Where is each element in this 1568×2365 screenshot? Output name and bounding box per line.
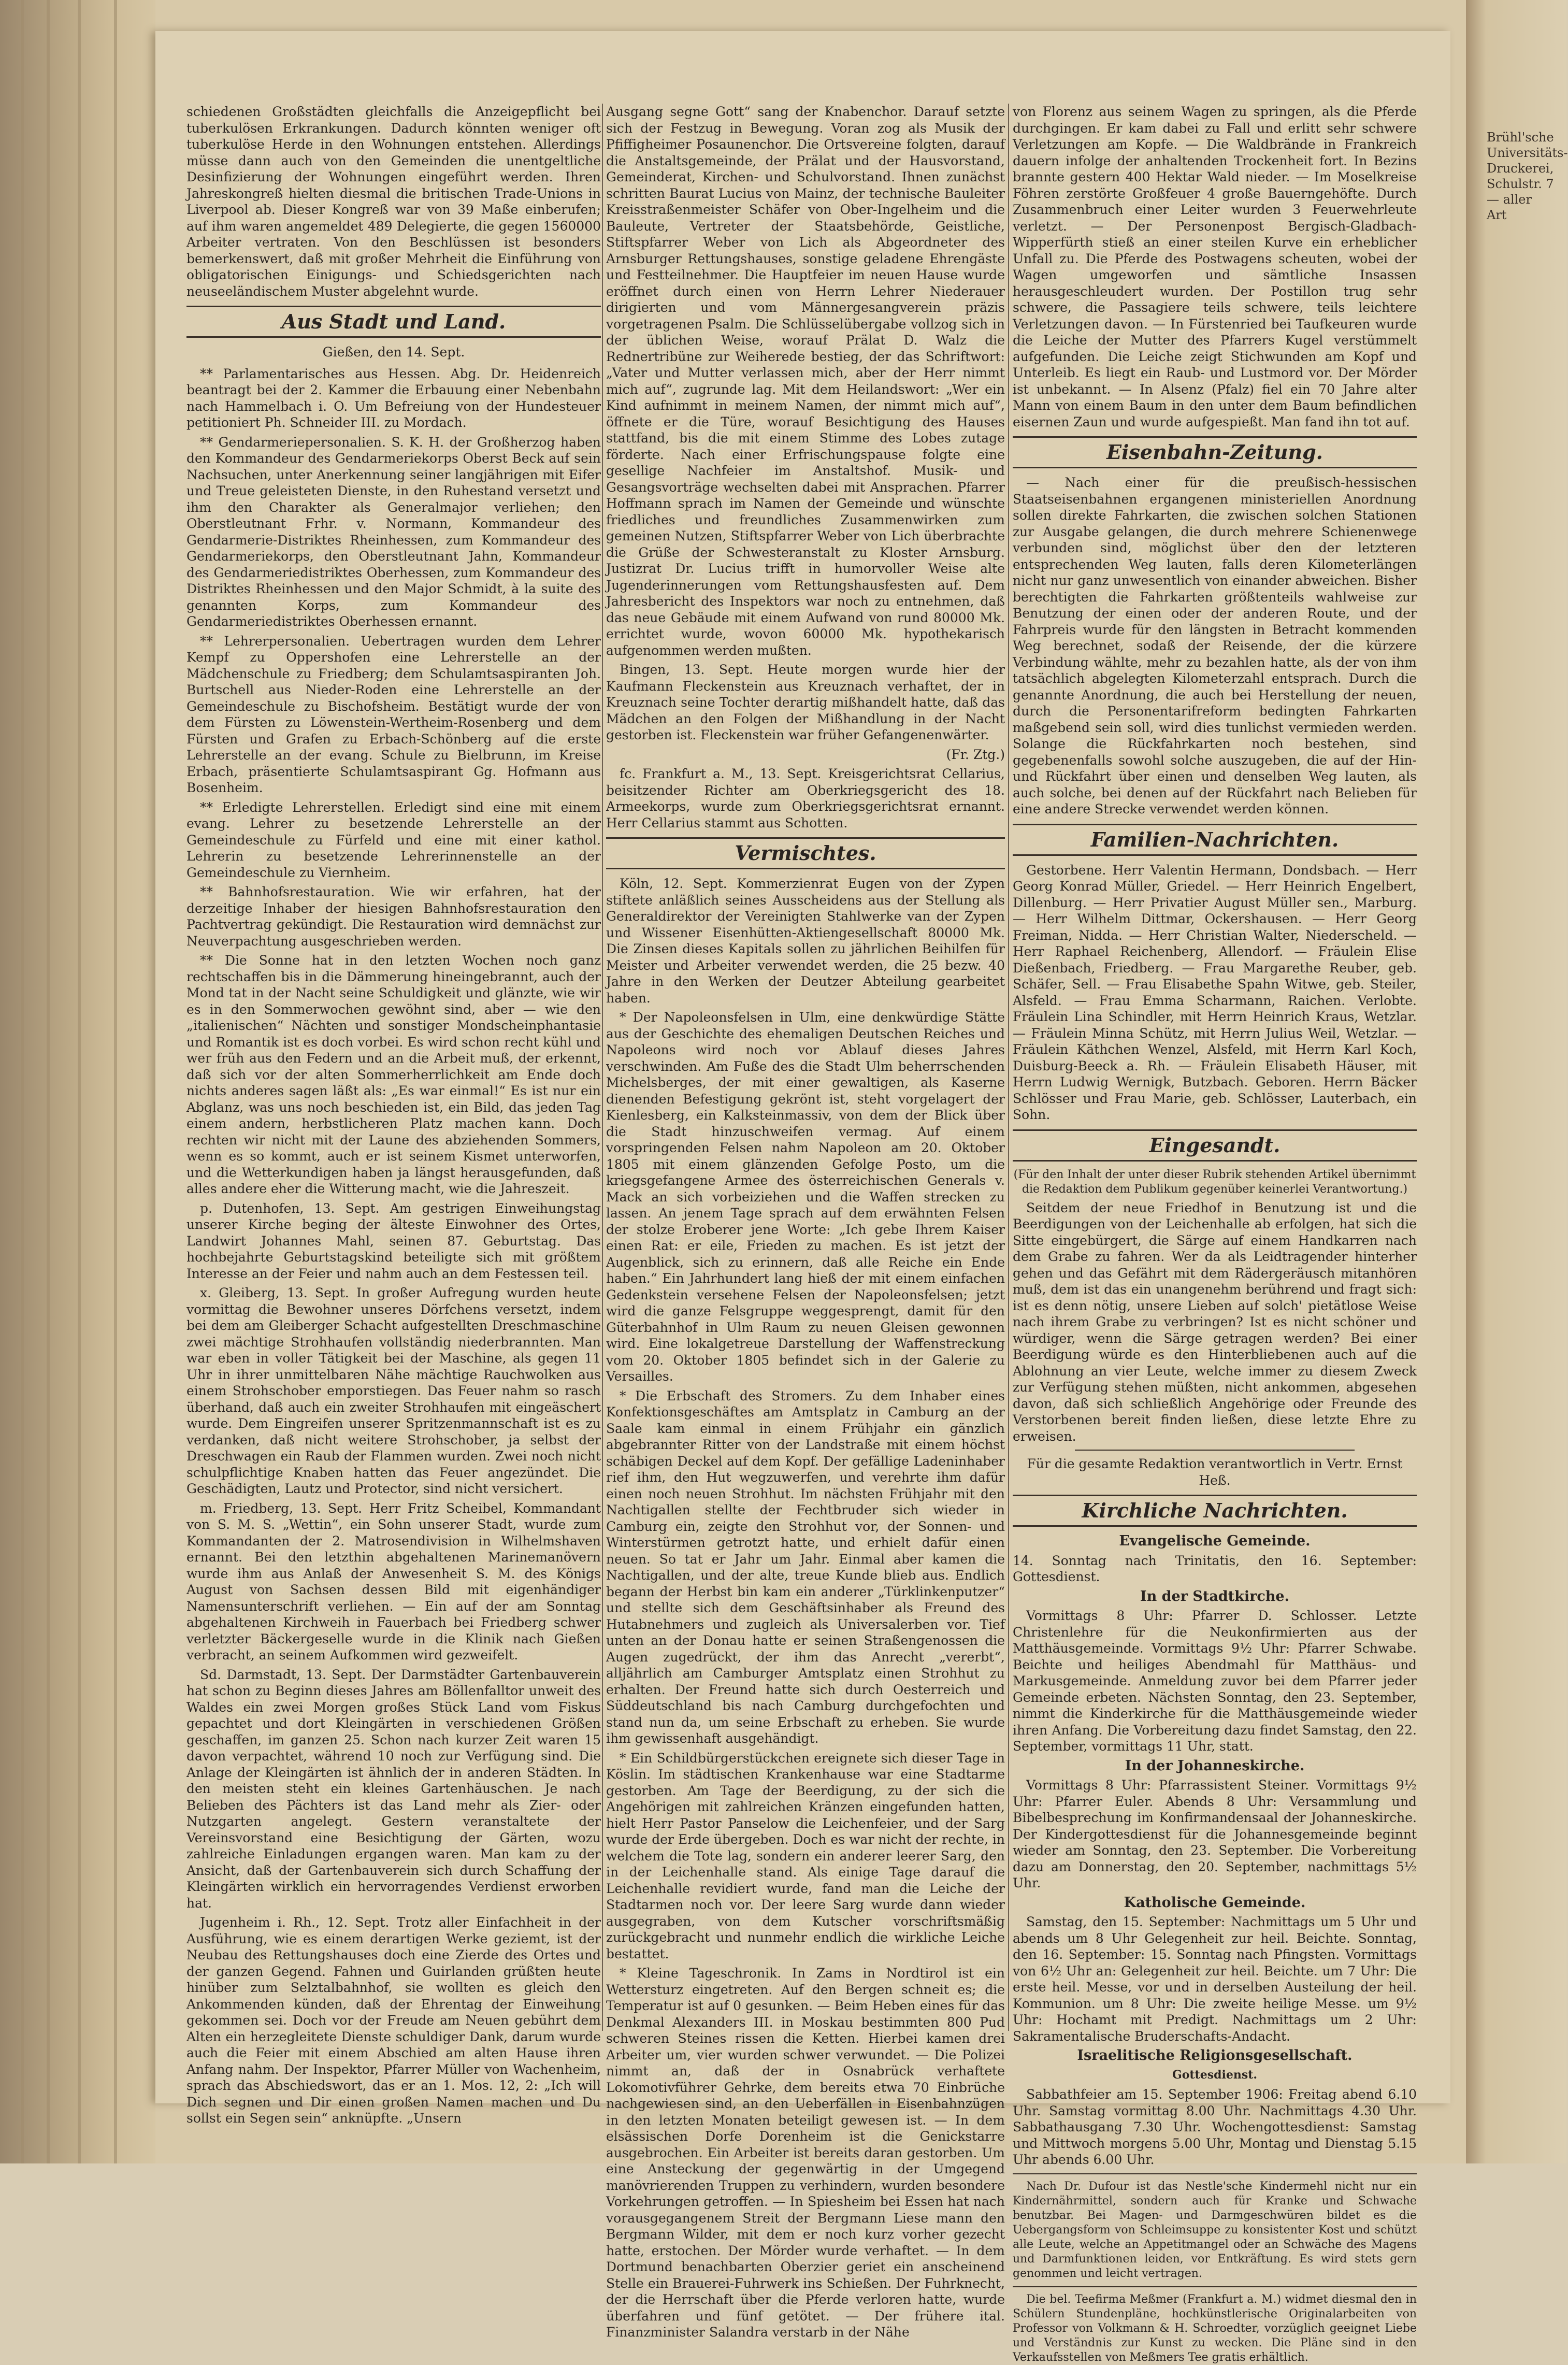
section-heading: Aus Stadt und Land.: [186, 306, 601, 338]
responsibility-line: Für die gesamte Redaktion verantwortlich in Vertr. Ernst Heß.: [1027, 1456, 1403, 1488]
article-paragraph: ** Bahnhofsrestauration. Wie wir erfahren, hat der derzeitige Inhaber der hiesigen Bahnhofsrestauration den Pachtvertrag gekündigt. Die Restauration wird demnächst zur Neuverpachtung ausgeschrieben werden.: [186, 884, 601, 949]
column-3: [1013, 104, 1417, 2364]
subheading: Evangelische Gemeinde.: [1119, 1533, 1311, 1549]
dateline: Gießen, den 14. Sept.: [322, 345, 465, 360]
article-paragraph: * Ein Schildbürgerstückchen ereignete sich dieser Tage in Köslin. Im städtischen Krankenhause war eine Stadtarme gestorben. Am Tage der Beerdigung, zu der sich die Angehörigen mit zahlreichen Kränzen eingefunden hatten, hielt Herr Pastor Panselow die Leichenfeier, und der Sarg wurde der Erde übergeben. Doch es war nicht der rechte, in welchem die Tote lag, sondern ein anderer leerer Sarg, den in der Leichenhalle stand. Als einige Tage darauf die Leichenhalle revidiert wurde, fand man die Leiche der Stadtarmen noch vor. Der leere Sarg wurde dann wieder ausgegraben, von dem Kutscher vorschriftsmäßig zurückgebracht und nunmehr endlich die wirkliche Leiche bestattet.: [606, 1750, 1005, 1961]
column-rule: [602, 104, 603, 2031]
article-paragraph: ** Erledigte Lehrerstellen. Erledigt sind eine mit einem evang. Lehrer zu besetzende Lehrerstelle an der Gemeindeschule zu Fürfeld und eine mit einer kathol. Lehrerin zu besetzende Lehrerinnenstelle an der Gemeindeschule zu Viernheim.: [186, 799, 601, 880]
section-heading: Kirchliche Nachrichten.: [1013, 1495, 1417, 1527]
article-paragraph: von Florenz aus seinem Wagen zu springen, als die Pferde durchgingen. Er kam dabei zu Fall und erlitt sehr schwere Verletzungen am Kopfe. — Die Waldbrände in Frankreich dauern infolge der anhaltenden Trockenheit fort. In Bezins brannte gestern 400 Hektar Wald nieder. — Im Moselkreise Föhren zerstörte Großfeuer 4 große Bauerngehöfte. Durch Zusammenbruch einer Leiter wurden 3 Feuerwehrleute verletzt. — Der Personenpost Bergisch-Gladbach-Wipperfürth stieß an einer steilen Kurve ein erheblicher Unfall zu. Die Pferde des Postwagens scheuten, wobei der Wagen umgeworfen und sämtliche Insassen herausgeschleudert wurden. Der Postillon trug sehr schwere, die Passagiere teils schwere, teils leichtere Verletzungen davon. — In Fürstenried bei Taufkeuren wurde die Leiche der Mutter des Pfarrers Kugel verstümmelt aufgefunden. Die Leiche zeigt Stichwunden am Kopf und Unterleib. Es liegt ein Raub- und Lustmord vor. Der Mörder ist unbekannt. — In Alsenz (Pfalz) fiel ein 70 Jahre alter Mann von einem Baum in den unter dem Baum befindlichen eisernen Zaun und wurde aufgespießt. Man fand ihn tot auf.: [1013, 104, 1417, 429]
article-paragraph: p. Dutenhofen, 13. Sept. Am gestrigen Einweihungstag unserer Kirche beging der älteste Einwohner des Ortes, Landwirt Johannes Mahl, seinen 87. Geburtstag. Das hochbejahrte Geburtstagskind beteiligte sich mit größtem Interesse an der Feier und nahm auch an dem Festessen teil.: [186, 1200, 601, 1281]
article-paragraph: Samstag, den 15. September: Nachmittags um 5 Uhr und abends um 8 Uhr Gelegenheit zur heil. Beichte. Sonntag, den 16. September: 15. Sonntag nach Pfingsten. Vormittags von 6½ Uhr an: Gelegenheit zur heil. Beichte. um 7 Uhr: Die erste heil. Messe, vor und in derselben Austeilung der heil. Kommunion. um 8 Uhr: Die zweite heilige Messe. um 9½ Uhr: Hochamt mit Predigt. Nachmittags um 2 Uhr: Sakramentalische Bruderschafts-Andacht.: [1013, 1914, 1417, 2044]
section-heading: Eisenbahn-Zeitung.: [1013, 436, 1417, 468]
article-paragraph: Vormittags 8 Uhr: Pfarrer D. Schlosser. Letzte Christenlehre für die Neukonfirmierten aus der Matthäusgemeinde. Vormittags 9½ Uhr: Pfarrer Schwabe. Beichte und heiliges Abendmahl für Matthäus- und Markusgemeinde. Anmeldung zuvor bei dem Pfarrer jeder Gemeinde erbeten. Nächsten Sonntag, den 23. September, nimmt die Kinderkirche für die Matthäusgemeinde wieder ihren Anfang. Die Vorbereitung dazu findet Samstag, den 22. September, vormittags 11 Uhr, statt.: [1013, 1608, 1417, 1754]
page-edge: [114, 0, 117, 2163]
divider: [1013, 2286, 1417, 2287]
article-paragraph: Bingen, 13. Sept. Heute morgen wurde hier der Kaufmann Fleckenstein aus Kreuznach verhaftet, der in Kreuznach seine Tochter derartig mißhandelt hatte, daß das Mädchen an den Folgen der Mißhandlung in der Nacht gestorben ist. Fleckenstein war früher Gefangenenwärter.: [606, 662, 1005, 742]
divider: [1013, 2173, 1417, 2174]
page-edge: [47, 0, 50, 2163]
article-paragraph: Sabbathfeier am 15. September 1906: Freitag abend 6.10 Uhr. Samstag vormittag 8.00 Uhr. Nachmittags 4.30 Uhr. Sabbathausgang 7.30 Uhr. Wochengottesdienst: Samstag und Mittwoch morgens 5.00 Uhr, Montag und Dienstag 5.15 Uhr abends 6.00 Uhr.: [1013, 2087, 1417, 2167]
disclaimer: (Für den Inhalt der unter dieser Rubrik stehenden Artikel übernimmt die Redaktion dem Publikum gegenüber keinerlei Verantwortung.): [1013, 1168, 1416, 1196]
article-paragraph: fc. Frankfurt a. M., 13. Sept. Kreisgerichtsrat Cellarius, beisitzender Richter am Oberkriegsgericht des 18. Armeekorps, wurde zum Oberkriegsgerichtsrat ernannt. Herr Cellarius stammt aus Schotten.: [606, 766, 1005, 830]
subheading: In der Johanneskirche.: [1125, 1757, 1305, 1774]
article-paragraph: * Die Erbschaft des Stromers. Zu dem Inhaber eines Konfektionsgeschäftes am Amtsplatz in Camburg an der Saale kam einmal in einem Frühjahr ein gänzlich abgebrannter Ritter von der Landstraße mit einem höchst schäbigen Deckel auf dem Kopf. Der gefällige Ladeninhaber rief ihm, den Hut wegzuwerfen, und verehrte ihm dafür einen noch neuen Strohhut. Im nächsten Frühjahr mit den Nachtigallen stellte der Fechtbruder sich wieder in Camburg ein, zeigte den Strohhut vor, der Sonnen- und Winterstürmen getrotzt hatte, und erhielt dafür einen neuen. So tat er Jahr um Jahr. Einmal aber kamen die Nachtigallen, und der alte, treue Kunde blieb aus. Endlich begann der Herbst bin kam ein anderer „Türklinkenputzer“ und stellte sich dem Geschäftsinhaber als Freund des Hutabnehmers und zugleich als Universalerben vor. Tief unten an der Donau hatte er seinen Straßengenossen die Augen zugedrückt, der ihm das Anrecht „vererbt“, alljährlich am Camburger Amtsplatz einen Strohhut zu erhalten. Der Freund hatte sich durch Oesterreich und Süddeutschland bis nach Camburg durchgefochten und stand nun da, um seine Erbschaft zu erheben. Sie wurde ihm gewissenhaft ausgehändigt.: [606, 1388, 1005, 1746]
divider: [1075, 1450, 1355, 1451]
article-paragraph: 14. Sonntag nach Trinitatis, den 16. September: Gottesdienst.: [1013, 1553, 1417, 1584]
article-paragraph: Köln, 12. Sept. Kommerzienrat Eugen von der Zypen stiftete anläßlich seines Ausscheidens aus der Stellung als Generaldirektor der Vereinigten Stahlwerke van der Zypen und Wissener Eisenhütten-Aktiengesellschaft 80000 Mk. Die Zinsen dieses Kapitals sollen zu jährlichen Beihilfen für Meister und Arbeiter verwendet werden, die 25 bezw. 40 Jahre in den Werken der Deutzer Abteilung gearbeitet haben.: [606, 876, 1005, 1006]
column-1: [186, 104, 601, 2126]
section-heading: Eingesandt.: [1013, 1129, 1417, 1162]
article-paragraph: schiedenen Großstädten gleichfalls die Anzeigepflicht bei tuberkulösen Erkrankungen. Dadurch könnten weniger oft tuberkulöse Herde in den Wohnungen entstehen. Allerdings müsse dann auch von den Gemeinden die unentgeltliche Desinfizierung der Wohnungen eingeführt werden. Ihren Jahreskongreß hielten diesmal die britischen Trade-Unions in Liverpool ab. Dieser Kongreß war von 39 Maße einberufen; auf ihm waren angemeldet 489 Delegierte, die gegen 1560000 Arbeiter vertraten. Von den Beschlüssen ist besonders bemerkenswert, daß mit großer Mehrheit die Einführung von obligatorischen Einigungs- und Schiedsgerichten nach neuseeländischem Muster abgelehnt wurde.: [186, 104, 601, 299]
article-paragraph: ** Lehrerpersonalien. Uebertragen wurden dem Lehrer Kempf zu Oppershofen eine Lehrerstelle an der Mädchenschule zu Friedberg; dem Schulamtsaspiranten Joh. Burtschell aus Nieder-Roden eine Lehrerstelle an der Gemeindeschule zu Bischofsheim. Bestätigt wurde der von dem Fürsten zu Löwenstein-Wertheim-Rosenberg und dem Fürsten und Grafen zu Erbach-Schönberg auf die erste Lehrerstelle an der evang. Schule zu Bielbrunn, im Kreise Erbach, präsentierte Schulamtsaspirant Gg. Hofmann aus Bosenheim.: [186, 633, 601, 795]
advertisement: Nach Dr. Dufour ist das Nestle'sche Kindermehl nicht nur ein Kindernährmittel, sondern auch für Kranke und Schwache benutzbar. Bei Magen- und Darmgeschwüren bildet es die Uebergangsform von Schleimsuppe zu konsistenter Kost und schützt alle Leute, welche an Appetitmangel oder an Schwäche des Magens und Darmfunktionen leiden, vor Entkräftung. Es wird stets gern genommen und leicht vertragen.: [1013, 2180, 1417, 2280]
source-note: (Fr. Ztg.): [946, 747, 1005, 762]
article-paragraph: Sd. Darmstadt, 13. Sept. Der Darmstädter Gartenbauverein hat schon zu Beginn dieses Jahres am Böllenfalltor unweit des Waldes ein zwei Morgen großes Stück Land vom Fiskus gepachtet und dort Kleingärten in verschiedenen Größen geschaffen, im ganzen 25. Schon nach kurzer Zeit waren 15 davon verpachtet, während 10 noch zur Verfügung sind. Die Anlage der Kleingärten ist ähnlich der in anderen Städten. In den meisten steht ein kleines Gartenhäuschen. Je nach Belieben des Pächters ist das Land mehr als Zier- oder Nutzgarten angelegt. Gestern veranstaltete der Vereinsvorstand eine Besichtigung der Gärten, wozu zahlreiche Einladungen ergangen waren. Man kam zu der Ansicht, daß der Gartenbauverein sich durch Schaffung der Kleingärten wirklich ein hervorragendes Verdienst erworben hat.: [186, 1667, 601, 1911]
article-paragraph: Seitdem der neue Friedhof in Benutzung ist und die Beerdigungen von der Leichenhalle ab erfolgen, hat sich die Sitte eingebürgert, die Särge auf einem Handkarren nach dem Grabe zu fahren. Wer da als Leidtragender hinterher gehen und das Gefährt mit dem Rädergeräusch mitanhören muß, dem ist das ein unangenehm berührend und fragt sich: ist es denn nötig, unsere Lieben auf solch' pietätlose Weise nach ihrem Grabe zu verbringen? Ist es nicht schöner und würdiger, wenn die Särge getragen werden? Bei einer Beerdigung würde es den Hinterbliebenen auch auf die Ablohnung an vier Leute, welche immer zu diesem Zweck zur Verfügung stehen müßten, nicht ankommen, abgesehen davon, daß sich schließlich Angehörige oder Freunde des Verstorbenen bereit finden ließen, diese letzte Ehre zu erweisen.: [1013, 1200, 1417, 1444]
advertisement: Die bel. Teefirma Meßmer (Frankfurt a. M.) widmet diesmal den in Schülern Stundenpläne, hochkünstlerische Originalarbeiten von Professor von Volkmann & H. Schroedter, vorzüglich geeignet Liebe und Verständnis zur Kunst zu wecken. Die Pläne sind in den Verkaufsstellen von Meßmers Tee gratis erhältlich.: [1013, 2292, 1417, 2364]
article-paragraph: Vormittags 8 Uhr: Pfarrassistent Steiner. Vormittags 9½ Uhr: Pfarrer Euler. Abends 8 Uhr: Versammlung und Bibelbesprechung im Konfirmandensaal der Johanneskirche. Der Kindergottesdienst für die Johannesgemeinde beginnt wieder am Sonntag, den 23. September. Die Vorbereitung dazu am Donnerstag, den 20. September, nachmittags 5½ Uhr.: [1013, 1778, 1417, 1890]
article-paragraph: ** Die Sonne hat in den letzten Wochen noch ganz rechtschaffen bis in die Dämmerung hineingebrannt, auch der Mond tat in der Nacht seine Schuldigkeit und glänzte, wie wir es in den Sommerwochen gewöhnt sind, aber — wie den „italienischen“ Nächten und sonstiger Mondscheinphantasie und Romantik ist es doch vorbei. Es wird schon recht kühl und wer früh aus den Federn und an die Arbeit muß, der erkennt, daß sich vor der alten Sommerherrlichkeit am Ende doch nichts anderes sagen läßt als: „Es war einmal!“ Es ist nur ein Abglanz, was uns noch beschieden ist, ein Bild, das jeden Tag einem andern, herbstlicheren Platz machen kann. Doch rechten wir nicht mit der Laune des abziehenden Sommers, wenn es so kommt, auch er ist seinem Kismet unterworfen, und die Wetterkundigen haben ja längst herausgefunden, daß alles andere eher die Witterung macht, wie die Jahreszeit.: [186, 953, 601, 1196]
article-paragraph: — Nach einer für die preußisch-hessischen Staatseisenbahnen ergangenen ministeriellen Anordnung sollen direkte Fahrkarten, die zwischen solchen Stationen zur Ausgabe gelangen, die durch mehrere Schienenwege verbunden sind, möglichst über den der letzteren entsprechenden Weg lauten, falls deren Kilometerlängen nicht nur ganz unwesentlich von einander abweichen. Bisher berechtigten die Fahrkarten größtenteils wahlweise zur Benutzung der einen oder der anderen Route, und der Fahrpreis wurde für den längsten in Betracht kommenden Weg berechnet, sodaß der Reisende, der die kürzere Verbindung wählte, mehr zu bezahlen hatte, als der von ihm tatsächlich abgelegten Kilometerzahl entsprach. Durch die genannte Anordnung, die auch bei Herstellung der neuen, durch die Personentarifreform bedingten Fahrkarten maßgebend sein soll, wird dies tunlichst vermieden werden. Solange die Rückfahrkarten noch bestehen, sind gegebenenfalls sowohl solche auszugeben, die auf der Hin- und Rückfahrt über einen und denselben Weg lauten, als auch solche, bei denen auf der Rückfahrt nach Belieben für eine andere Strecke verwendet werden können.: [1013, 475, 1417, 816]
page-edge: [78, 0, 81, 2163]
article-paragraph: ** Gendarmeriepersonalien. S. K. H. der Großherzog haben den Kommandeur des Gendarmeriekorps Oberst Beck auf sein Nachsuchen, unter Anerkennung seiner langjährigen mit Eifer und Treue geleisteten Dienste, in den Ruhestand versetzt und ihm den Charakter als Generalmajor verliehen; den Oberstleutnant Frhr. v. Normann, Kommandeur des Gendarmerie-Distriktes Rheinhessen, zum Kommandeur des Gendarmeriekorps, den Oberstleutnant Jahn, Kommandeur des Gendarmeriedistriktes Oberhessen, zum Kommandeur des Distriktes Rheinhessen und den Major Schmidt, à la suite des genannten Korps, zum Kommandeur des Gendarmeriedistriktes Oberhessen ernannt.: [186, 434, 601, 629]
article-paragraph: m. Friedberg, 13. Sept. Herr Fritz Scheibel, Kommandant von S. M. S. „Wettin“, ein Sohn unserer Stadt, wurde zum Kommandanten der 2. Matrosendivision in Wilhelmshaven ernannt. Bei den letzthin abgehaltenen Marinemanövern wurde ihm aus Anlaß der Anwesenheit S. M. des Königs August von Sachsen dessen Bild mit eigenhändiger Namensunterschrift verliehen. — Ein auf der am Sonntag abgehaltenen Kirchweih in Fauerbach bei Friedberg schwer verletzter Bäckergeselle wurde in die Klinik nach Gießen verbracht, an seinem Aufkommen wird gezweifelt.: [186, 1500, 601, 1662]
article-paragraph: * Kleine Tageschronik. In Zams in Nordtirol ist ein Wettersturz eingetreten. Auf den Bergen schneit es; die Temperatur ist auf 0 gesunken. — Beim Heben eines für das Denkmal Alexanders III. in Moskau bestimmten 800 Pud schweren Steines rissen die Ketten. Hierbei kamen drei Arbeiter um, vier wurden schwer verwundet. — Die Polizei nimmt an, daß der in Osnabrück verhaftete Lokomotivführer Gehrke, dem bereits etwa 70 Einbrüche nachgewiesen sind, an den Ueberfällen in Eisenbahnzügen in den letzten Monaten beteiligt gewesen ist. — In dem elsässischen Dorfe Dorenheim ist die Genickstarre ausgebrochen. Ein Arbeiter ist bereits daran gestorben. Um eine Ansteckung der gegenwärtig in der Umgegend manövrierenden Truppen zu verhindern, wurden besondere Vorkehrungen getroffen. — In Spiesheim bei Essen hat nach vorausgegangenem Streit der Bergmann Liese mann den Bergmann Wilder, mit dem er noch kurz vorher gezecht hatte, erstochen. Der Mörder wurde verhaftet. — In dem Dortmund benachbarten Oberzier geriet ein anscheinend Stelle ein Brauerei-Fuhrwerk ins Schießen. Der Fuhrknecht, der die Herrschaft über die Pferde verloren hatte, wurde überfahren und fünf getötet. — Der frühere ital. Finanzminister Salandra verstarb in der Nähe: [606, 1966, 1005, 2340]
article-paragraph: x. Gleiberg, 13. Sept. In großer Aufregung wurden heute vormittag die Bewohner unseres Dörfchens versetzt, indem bei dem am Gleiberger Schacht aufgestellten Dreschmaschine zwei mächtige Strohhaufen vollständig niederbrannten. Man war eben in voller Tätigkeit bei der Maschine, als gegen 11 Uhr in ihrer unmittelbaren Nähe mächtige Rauchwolken aus einem Strohschober emporstiegen. Das Feuer nahm so rasch überhand, daß auch ein zweiter Strohhaufen mit eingeäschert wurde. Dem Eingreifen unserer Spritzenmannschaft ist es zu verdanken, daß nicht weitere Strohschober, ja selbst der Dreschwagen ein Raub der Flammen wurden. Zwei noch nicht schulpflichtige Knaben hatten das Feuer angezündet. Die Geschädigten, Lautz und Protector, sind nicht versichert.: [186, 1285, 601, 1496]
subheading: In der Stadtkirche.: [1140, 1588, 1289, 1604]
subheading: Gottesdienst.: [1172, 2068, 1258, 2082]
article-paragraph: Ausgang segne Gott“ sang der Knabenchor. Darauf setzte sich der Festzug in Bewegung. Voran zog als Musik der Pfiffigheimer Posaunenchor. Die Ortsvereine folgten, darauf die Anstaltsgemeinde, der Prälat und der Hausvorstand, Gemeinderat, Kirchen- und Schulvorstand. Ihnen zunächst schritten Baurat Lucius von Mainz, der technische Bauleiter Kreisstraßenmeister Schäfer von Ober-Ingelheim und die Bauleute, Vertreter der Staatsbehörde, Geistliche, Stiftspfarrer Weber von Lich als Abgeordneter des Arnsburger Rettungshauses, sonstige geladene Ehrengäste und Festteilnehmer. Die Hauptfeier im neuen Hause wurde eröffnet durch einen von Herrn Lehrer Niederauer dirigierten und vom Männergesangverein präzis vorgetragenen Psalm. Die Schlüsselübergabe vollzog sich in der üblichen Weise, worauf Prälat D. Walz die Rednertribüne zur Weiherede bestieg, der das Schriftwort: „Vater und Mutter verlassen mich, aber der Herr nimmt mich auf“, zugrunde lag. Mit dem Heilandswort: „Wer ein Kind aufnimmt in meinem Namen, der nimmt mich auf“, öffnete er die Türe, worauf Besichtigung des Hauses stattfand, bis die mit einem Stimme des Lobes zutage förderte. Nach einer Erfrischungspause folgte eine gesellige Nachfeier im Anstaltshof. Musik- und Gesangsvorträge wechselten dabei mit Ansprachen. Pfarrer Hoffmann sprach im Namen der Gemeinde und wünschte friedliches und freundliches Zusammenwirken zum gemeinen Nutzen, Stiftspfarrer Weber von Lich überbrachte die Grüße der Schwesteranstalt zu Kloster Arnsburg. Justizrat Dr. Lucius trifft in humorvoller Weise alte Jugenderinnerungen vom Rettungshausfesten auf. Dem Jahresbericht des Inspektors war noch zu entnehmen, daß das neue Gebäude mit einem Aufwand von rund 80000 Mk. errichtet wurde, wovon 60000 Mk. hypothekarisch aufgenommen werden mußten.: [606, 104, 1005, 658]
article-paragraph: Jugenheim i. Rh., 12. Sept. Trotz aller Einfachheit in der Ausführung, wie es einem derartigen Werke geziemt, ist der Neubau des Rettungshauses doch eine Zierde des Ortes und der ganzen Gegend. Fahnen und Guirlanden grüßten heute hinüber zum Selztalbahnhof, sie wollten es gleich den Ankommenden künden, daß der Ehrentag der Einweihung gekommen sei. Doch vor der Freude am Neuen gebührt dem Alten ein herzegleitete Dienste schuldiger Dank, darum wurde auch die Feier mit einem Abschied am alten Hause ihren Anfang nahm. Der Inspektor, Pfarrer Müller von Wachenheim, sprach das Abschiedswort, das er an 1. Mos. 12, 2: „Ich will Dich segnen und Dir einen großen Namen machen und Du sollst ein Segen sein“ anknüpfte. „Unsern: [186, 1915, 601, 2126]
article-paragraph: * Der Napoleonsfelsen in Ulm, eine denkwürdige Stätte aus der Geschichte des ehemaligen Deutschen Reiches und Napoleons wird noch vor Ablauf dieses Jahres verschwinden. Am Fuße des die Stadt Ulm beherrschenden Michelsberges, der mit einer gewaltigen, als Kaserne dienenden Befestigung gekrönt ist, steht vorgelagert der Kienlesberg, ein Kalksteinmassiv, von dem der Blick über die Stadt hinzuschweifen vermag. Auf einem vorspringenden Felsen nahm Napoleon am 20. Oktober 1805 mit einem glänzenden Gefolge Posto, um die kriegsgefangene Armee des österreichischen Generals v. Mack an sich vorbeiziehen und die Waffen strecken zu lassen. An jenem Tage sprach auf dem erwähnten Felsen der stolze Eroberer jene Worte: „Ich gebe Ihrem Kaiser einen Rat: er eile, Frieden zu machen. Es ist jetzt der Augenblick, sich zu erinnern, daß alle Reiche ein Ende haben.“ Ein Jahrhundert lang hieß der mit einem einfachen Gedenkstein versehene Felsen der Napoleonsfelsen; jetzt wird die ganze Felsgruppe weggesprengt, damit für den Güterbahnhof in Ulm Raum zu neuen Gleisen gewonnen wird. Eine lokalgetreue Darstellung der Waffenstreckung vom 20. Oktober 1805 befindet sich in der Galerie zu Versailles.: [606, 1010, 1005, 1384]
book-binding: [0, 0, 155, 2163]
page-edge: [21, 0, 24, 2163]
article-paragraph: Gestorbene. Herr Valentin Hermann, Dondsbach. — Herr Georg Konrad Müller, Griedel. — Herr Heinrich Engelbert, Dillenburg. — Herr Privatier August Müller sen., Marburg. — Herr Wilhelm Dittmar, Ockershausen. — Herr Georg Freiman, Nidda. — Herr Christian Walter, Niederscheld. — Herr Raphael Reichenberg, Allendorf. — Fräulein Elise Dießenbach, Friedberg. — Frau Margarethe Reuber, geb. Schäfer, Sell. — Frau Elisabethe Spahn Witwe, geb. Steiler, Alsfeld. — Frau Emma Scharmann, Raichen. Verlobte. Fräulein Lina Schindler, mit Herrn Heinrich Kraus, Wetzlar. — Fräulein Minna Schütz, mit Herrn Julius Weil, Wetzlar. — Fräulein Käthchen Wenzel, Alsfeld, mit Herrn Karl Koch, Duisburg-Beeck a. Rh. — Fräulein Elisabeth Häuser, mit Herrn Ludwig Wernigk, Butzbach. Geboren. Herrn Bäcker Schlösser und Frau Marie, geb. Schlösser, Lauterbach, ein Sohn.: [1013, 862, 1417, 1122]
column-rule: [1008, 104, 1009, 2031]
column-2: [606, 104, 1005, 2340]
subheading: Katholische Gemeinde.: [1124, 1894, 1306, 1911]
subheading: Israelitische Religionsgesellschaft.: [1077, 2047, 1353, 2063]
section-heading: Vermischtes.: [606, 837, 1005, 869]
section-heading: Familien-Nachrichten.: [1013, 824, 1417, 856]
adjacent-page-fragment: Brühl'sche Universitäts-Druckerei, Schulstr. 7 — aller Art: [1487, 130, 1568, 222]
adjacent-page: [1466, 0, 1566, 2163]
article-paragraph: ** Parlamentarisches aus Hessen. Abg. Dr. Heidenreich beantragt bei der 2. Kammer die Erbauung einer Nebenbahn nach Hammelbach i. O. Um Befreiung von der Hundesteuer petitioniert Ph. Schneider III. zu Mordach.: [186, 366, 601, 430]
